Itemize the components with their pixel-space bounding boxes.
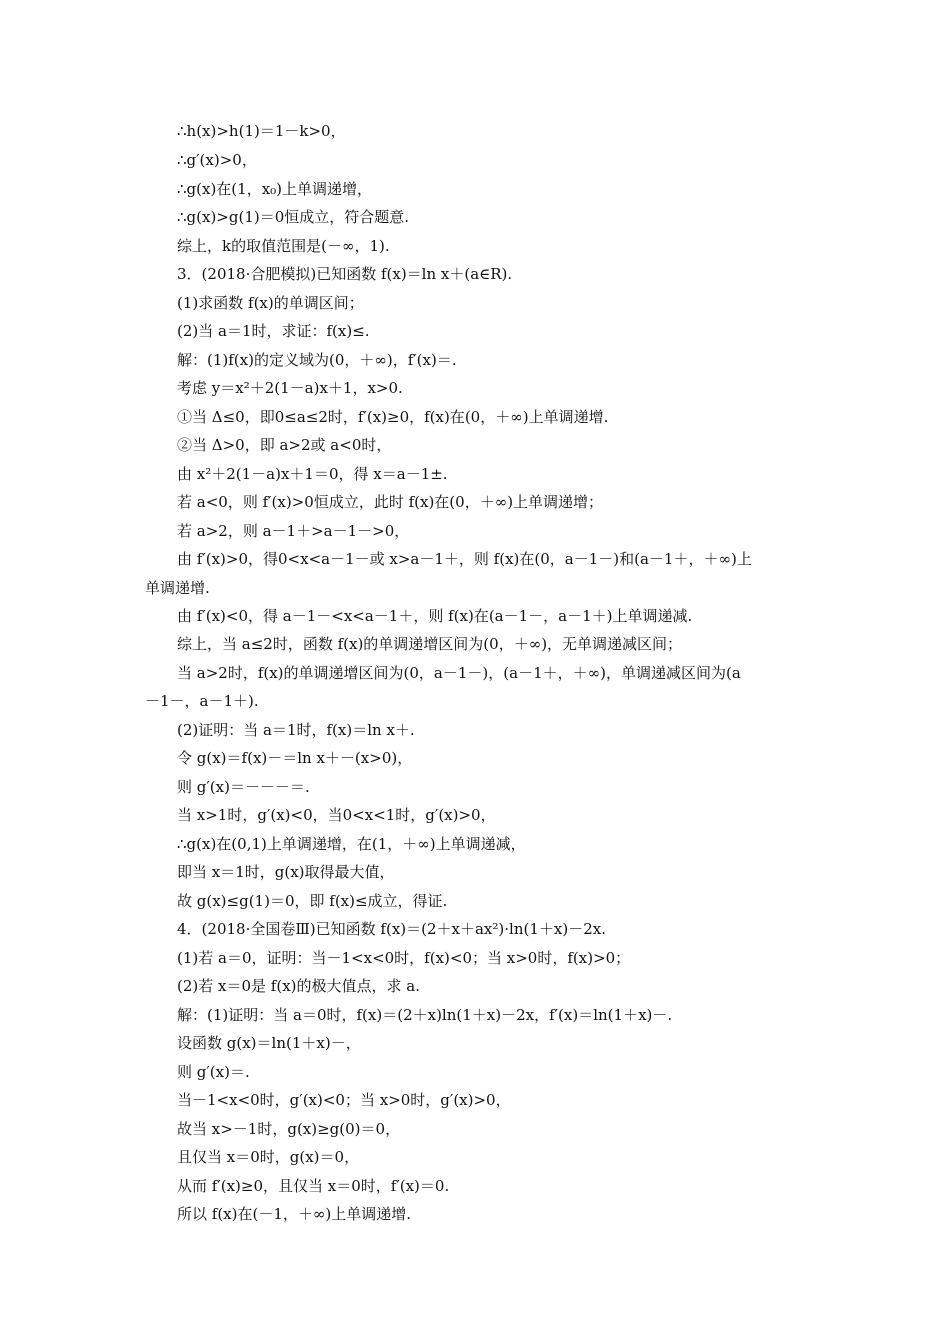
text-line-continuation: 单调递增.: [145, 579, 210, 597]
text-line: 解：(1)f(x)的定义域为(0，＋∞)，f′(x)＝.: [177, 351, 457, 369]
text-line: 综上，当 a≤2时，函数 f(x)的单调递增区间为(0，＋∞)，无单调递减区间；: [177, 635, 683, 653]
text-line: (2)若 x＝0是 f(x)的极大值点，求 a.: [177, 977, 420, 995]
text-line: 令 g(x)＝f(x)－＝ln x＋－(x>0)，: [177, 749, 413, 767]
text-line: 当－1<x<0时，g′(x)<0；当 x>0时，g′(x)>0，: [177, 1091, 511, 1109]
text-line: 若 a>2，则 a－1＋>a－1－>0，: [177, 522, 410, 540]
text-line: (1)若 a＝0，证明：当－1<x<0时，f(x)<0；当 x>0时，f(x)>0；: [177, 949, 631, 967]
text-line: ∴g(x)在(0,1)上单调递增，在(1，＋∞)上单调递减，: [177, 835, 526, 853]
text-line: (2)证明：当 a＝1时，f(x)＝ln x＋.: [177, 721, 415, 739]
text-line: 若 a<0，则 f′(x)>0恒成立，此时 f(x)在(0，＋∞)上单调递增；: [177, 493, 604, 511]
text-line: 当 x>1时，g′(x)<0，当0<x<1时，g′(x)>0，: [177, 806, 496, 824]
text-line: 解：(1)证明：当 a＝0时，f(x)＝(2＋x)ln(1＋x)－2x，f′(x)＝ln(1＋x)－.: [177, 1006, 673, 1024]
text-line: ∴h(x)>h(1)＝1－k>0，: [177, 122, 346, 140]
text-line: ①当 Δ≤0，即0≤a≤2时，f′(x)≥0，f(x)在(0，＋∞)上单调递增.: [177, 408, 609, 426]
text-line: ∴g′(x)>0，: [177, 151, 257, 169]
text-line: 则 g′(x)＝.: [177, 1063, 250, 1081]
text-line: 则 g′(x)＝－－－＝.: [177, 778, 310, 796]
text-line: (1)求函数 f(x)的单调区间；: [177, 294, 364, 312]
text-line: 且仅当 x＝0时，g(x)＝0，: [177, 1148, 360, 1166]
text-line: 考虑 y＝x²＋2(1－a)x＋1，x>0.: [177, 379, 403, 397]
text-line: 由 f′(x)>0，得0<x<a－1－或 x>a－1＋，则 f(x)在(0，a－1－)和(a－1＋，＋∞)上: [177, 550, 752, 568]
text-line: 故当 x>－1时，g(x)≥g(0)＝0，: [177, 1120, 401, 1138]
text-line: ∴g(x)>g(1)＝0恒成立，符合题意.: [177, 208, 410, 226]
text-line: 由 x²＋2(1－a)x＋1＝0，得 x＝a－1±.: [177, 465, 448, 483]
problem-3-statement: 3．(2018·合肥模拟)已知函数 f(x)＝ln x＋(a∈R).: [177, 265, 513, 283]
problem-4-statement: 4．(2018·全国卷Ⅲ)已知函数 f(x)＝(2＋x＋ax²)·ln(1＋x)－2x.: [177, 920, 606, 938]
text-line: (2)当 a＝1时，求证：f(x)≤.: [177, 322, 370, 340]
text-line: 从而 f′(x)≥0，且仅当 x＝0时，f′(x)＝0.: [177, 1177, 450, 1195]
text-line: 由 f′(x)<0，得 a－1－<x<a－1＋，则 f(x)在(a－1－，a－1＋)上单调递减.: [177, 607, 693, 625]
text-line-continuation: －1－，a－1＋).: [145, 692, 259, 710]
text-line: 设函数 g(x)＝ln(1＋x)－，: [177, 1034, 361, 1052]
text-line: 故 g(x)≤g(1)＝0，即 f(x)≤成立，得证.: [177, 892, 448, 910]
text-line: 当 a>2时，f(x)的单调递增区间为(0，a－1－)，(a－1＋，＋∞)，单调递减区间为(a: [177, 664, 741, 682]
text-line: ②当 Δ>0，即 a>2或 a<0时，: [177, 436, 392, 454]
text-line: 综上，k的取值范围是(－∞，1).: [177, 237, 390, 255]
text-line: 即当 x＝1时，g(x)取得最大值，: [177, 863, 395, 881]
text-line: ∴g(x)在(1，x₀)上单调递增，: [177, 180, 373, 198]
text-line: 所以 f(x)在(－1，＋∞)上单调递增.: [177, 1205, 411, 1223]
